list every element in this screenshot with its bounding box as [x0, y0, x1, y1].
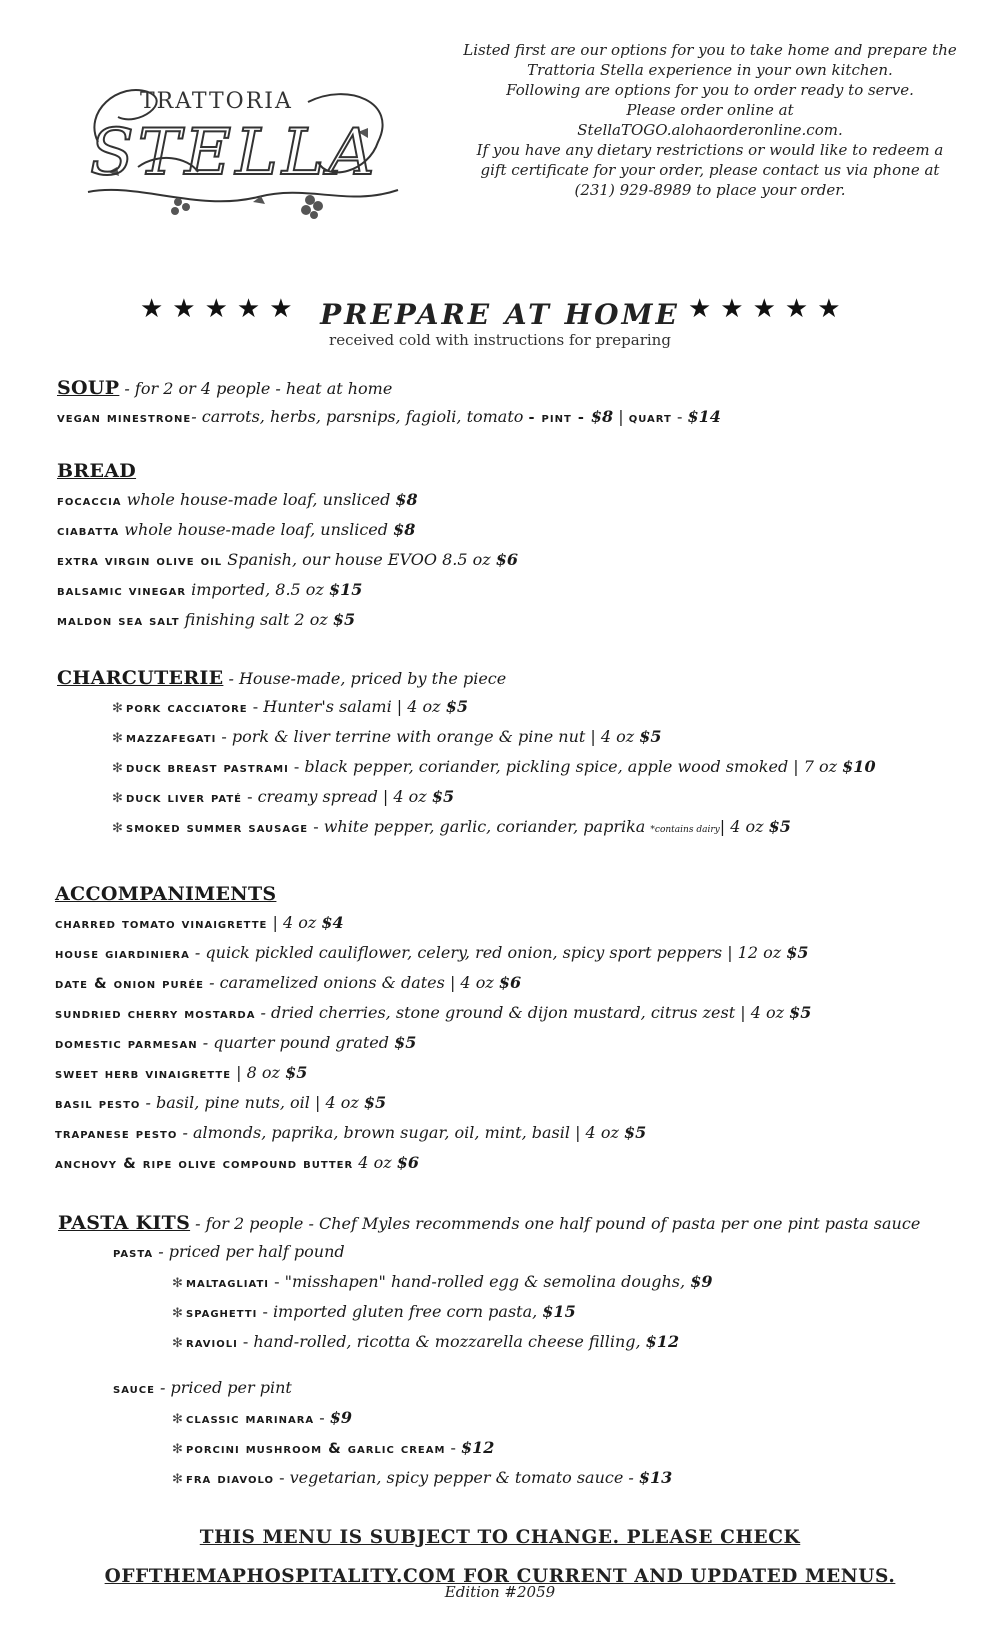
sauce-subheading-row: [113, 1378, 292, 1397]
asterisk-bullet-icon: ✻: [172, 1276, 183, 1291]
intro-text: [450, 40, 970, 200]
item-desc: finishing salt 2 oz: [179, 610, 333, 629]
item-name: balsamic vinegar: [57, 583, 187, 599]
item-price: $13: [638, 1468, 673, 1487]
menu-item-olive-oil: [57, 550, 518, 569]
menu-item-vegan-minestrone: [57, 407, 721, 426]
item-name: sweet herb vinaigrette: [55, 1066, 232, 1082]
size-separator: |: [613, 407, 629, 426]
item-name: maltagliati: [186, 1275, 269, 1291]
item-dash: -: [269, 1272, 285, 1291]
menu-item-basil-pesto: [55, 1093, 386, 1112]
quart-price: $14: [687, 407, 721, 426]
item-name: porcini mushroom & garlic cream: [186, 1441, 446, 1457]
menu-item-anchovy-butter: [55, 1153, 419, 1172]
bread-heading-row: [57, 460, 136, 482]
item-name: basil pesto: [55, 1096, 141, 1112]
item-price: $5: [445, 697, 468, 716]
pasta-kits-heading-row: [58, 1212, 920, 1234]
item-name: classic marinara: [186, 1411, 315, 1427]
item-desc: | 8 oz: [231, 1063, 286, 1082]
item-name: date & onion purée: [55, 976, 204, 992]
item-desc: - quarter pound grated: [197, 1033, 395, 1052]
intro-line: Trattoria Stella experience in your own kitchen.: [527, 61, 893, 79]
item-desc: "misshapen" hand-rolled egg & semolina doughs,: [284, 1272, 691, 1291]
menu-item-pork-cacciatore: [112, 697, 468, 716]
asterisk-bullet-icon: ✻: [112, 761, 123, 776]
quart-label: quart: [628, 410, 672, 426]
item-desc: pork & liver terrine with orange & pine nut | 4 oz: [231, 727, 640, 746]
accompaniments-heading: ACCOMPANIMENTS: [55, 883, 277, 905]
item-size: | 4 oz: [719, 817, 769, 836]
item-name: spaghetti: [186, 1305, 258, 1321]
item-name: duck liver paté: [126, 790, 242, 806]
item-desc: - basil, pine nuts, oil | 4 oz: [140, 1093, 364, 1112]
soup-note: - for 2 or 4 people - heat at home: [119, 379, 393, 398]
item-name: charred tomato vinaigrette: [55, 916, 268, 932]
item-price: $15: [328, 580, 363, 599]
menu-item-balsamic-vinegar: [57, 580, 362, 599]
menu-item-ravioli: [172, 1332, 679, 1351]
item-name: pork cacciatore: [126, 700, 248, 716]
item-price: $12: [645, 1332, 680, 1351]
soup-heading-row: [57, 377, 392, 399]
item-dash: -: [242, 787, 258, 806]
item-price: $9: [690, 1272, 713, 1291]
item-price: $5: [639, 727, 662, 746]
logo-stella-text: STELLA: [90, 116, 379, 190]
item-price: $5: [363, 1093, 387, 1112]
item-desc: imported, 8.5 oz: [186, 580, 329, 599]
item-name: house giardiniera: [55, 946, 190, 962]
item-price: $6: [396, 1153, 419, 1172]
item-desc: white pepper, garlic, coriander, paprika: [323, 817, 651, 836]
intro-line: Following are options for you to order ready to serve.: [506, 81, 914, 99]
menu-item-sweet-herb-vinaigrette: [55, 1063, 307, 1082]
item-price: $5: [768, 817, 791, 836]
contains-dairy-note: *contains dairy: [650, 825, 720, 835]
item-name: trapanese pesto: [55, 1126, 178, 1142]
item-desc: - quick pickled cauliflower, celery, red onion, spicy sport peppers | 12 oz: [189, 943, 787, 962]
asterisk-bullet-icon: ✻: [112, 731, 123, 746]
logo-trattoria-text: TRATTORIA: [140, 89, 293, 114]
item-name: fra diavolo: [186, 1471, 274, 1487]
intro-line: StellaTOGO.alohaorderonline.com.: [577, 121, 843, 139]
menu-item-smoked-summer-sausage: [112, 817, 791, 836]
sauce-label: sauce: [113, 1381, 155, 1397]
item-name: mazzafegati: [126, 730, 217, 746]
asterisk-bullet-icon: ✻: [172, 1306, 183, 1321]
prepare-at-home-subtitle: received cold with instructions for preparing: [329, 331, 671, 349]
asterisk-bullet-icon: ✻: [172, 1472, 183, 1487]
charcuterie-note: - House-made, priced by the piece: [223, 669, 507, 688]
item-dash: -: [308, 817, 324, 836]
pint-label: - pint -: [528, 410, 591, 426]
asterisk-bullet-icon: ✻: [112, 701, 123, 716]
item-price: $5: [431, 787, 455, 806]
item-price: $8: [395, 490, 418, 509]
item-desc: black pepper, coriander, pickling spice, apple wood smoked | 7 oz: [304, 757, 843, 776]
menu-item-charred-tomato-vinaigrette: [55, 913, 344, 932]
item-dash: -: [247, 697, 264, 716]
item-desc: vegetarian, spicy pepper & tomato sauce -: [289, 1468, 639, 1487]
item-desc: Hunter's salami | 4 oz: [263, 697, 446, 716]
item-dash: -: [314, 1408, 330, 1427]
trattoria-stella-logo: [78, 72, 408, 222]
accompaniments-heading-row: [55, 883, 276, 905]
menu-item-focaccia: [57, 490, 418, 509]
item-desc: - carrots, herbs, parsnips, fagioli, tomato: [191, 407, 529, 426]
item-price: $5: [786, 943, 809, 962]
stars-right-icon: ★★★★★: [688, 294, 850, 324]
menu-item-domestic-parmesan: [55, 1033, 416, 1052]
pasta-label: pasta: [113, 1245, 154, 1261]
item-price: $5: [623, 1123, 647, 1142]
menu-item-classic-marinara: [172, 1408, 352, 1427]
menu-item-date-onion-puree: [55, 973, 521, 992]
menu-item-house-giardiniera: [55, 943, 809, 962]
item-desc: whole house-made loaf, unsliced: [121, 490, 396, 509]
menu-item-duck-liver-pate: [112, 787, 454, 806]
pint-price: $8: [590, 407, 614, 426]
item-desc: hand-rolled, ricotta & mozzarella cheese filling,: [253, 1332, 646, 1351]
menu-item-mazzafegati: [112, 727, 662, 746]
item-name: extra virgin olive oil: [57, 553, 223, 569]
menu-item-porcini-mushroom-cream: [172, 1438, 494, 1457]
soup-heading: SOUP: [57, 377, 120, 399]
item-price: $12: [461, 1438, 495, 1457]
item-desc: creamy spread | 4 oz: [257, 787, 432, 806]
item-desc: 4 oz: [353, 1153, 397, 1172]
item-price: $6: [498, 973, 522, 992]
asterisk-bullet-icon: ✻: [172, 1442, 183, 1457]
item-price: $5: [285, 1063, 308, 1082]
quart-dash: -: [671, 407, 688, 426]
item-name: sundried cherry mostarda: [55, 1006, 256, 1022]
item-name: vegan minestrone: [57, 410, 192, 426]
item-desc: - almonds, paprika, brown sugar, oil, mint, basil | 4 oz: [177, 1123, 624, 1142]
item-name: duck breast pastrami: [126, 760, 289, 776]
item-dash: -: [237, 1332, 254, 1351]
item-desc: Spanish, our house EVOO 8.5 oz: [222, 550, 496, 569]
pasta-kits-note: - for 2 people - Chef Myles recommends one half pound of pasta per one pint pasta sauce: [190, 1214, 921, 1233]
item-dash: -: [257, 1302, 273, 1321]
item-price: $5: [789, 1003, 812, 1022]
item-price: $10: [842, 757, 876, 776]
menu-item-duck-breast-pastrami: [112, 757, 876, 776]
menu-item-fra-diavolo: [172, 1468, 672, 1487]
pasta-note: - priced per half pound: [153, 1242, 345, 1261]
item-dash: -: [445, 1438, 462, 1457]
menu-item-spaghetti: [172, 1302, 576, 1321]
item-name: ciabatta: [57, 523, 120, 539]
item-name: anchovy & ripe olive compound butter: [55, 1156, 354, 1172]
item-name: smoked summer sausage: [126, 820, 309, 836]
item-price: $5: [332, 610, 356, 629]
menu-item-maltagliati: [172, 1272, 712, 1291]
menu-item-trapanese-pesto: [55, 1123, 646, 1142]
item-price: $9: [329, 1408, 353, 1427]
item-desc: - dried cherries, stone ground & dijon mustard, citrus zest | 4 oz: [255, 1003, 790, 1022]
asterisk-bullet-icon: ✻: [112, 791, 123, 806]
pasta-kits-heading: PASTA KITS: [58, 1212, 191, 1234]
asterisk-bullet-icon: ✻: [172, 1336, 183, 1351]
item-desc: imported gluten free corn pasta,: [272, 1302, 543, 1321]
item-price: $4: [321, 913, 344, 932]
menu-change-notice: THIS MENU IS SUBJECT TO CHANGE. PLEASE CHECK: [199, 1527, 801, 1548]
item-name: focaccia: [57, 493, 122, 509]
bread-heading: BREAD: [57, 460, 137, 482]
charcuterie-heading-row: [57, 667, 506, 689]
item-dash: -: [288, 757, 305, 776]
edition-number: Edition #2059: [444, 1583, 556, 1601]
intro-line: Listed first are our options for you to take home and prepare the: [463, 41, 957, 59]
item-price: $15: [542, 1302, 576, 1321]
item-dash: -: [216, 727, 232, 746]
item-name: domestic parmesan: [55, 1036, 198, 1052]
item-desc: | 4 oz: [267, 913, 322, 932]
item-price: $5: [394, 1033, 417, 1052]
asterisk-bullet-icon: ✻: [112, 821, 123, 836]
item-desc: - caramelized onions & dates | 4 oz: [203, 973, 499, 992]
intro-line: gift certificate for your order, please contact us via phone at: [480, 161, 940, 179]
item-price: $6: [495, 550, 519, 569]
pasta-subheading-row: [113, 1242, 345, 1261]
menu-item-cherry-mostarda: [55, 1003, 811, 1022]
asterisk-bullet-icon: ✻: [172, 1412, 183, 1427]
item-name: maldon sea salt: [57, 613, 180, 629]
item-desc: whole house-made loaf, unsliced: [119, 520, 394, 539]
intro-line: (231) 929-8989 to place your order.: [574, 181, 846, 199]
intro-line: Please order online at: [626, 101, 794, 119]
intro-line: If you have any dietary restrictions or would like to redeem a: [476, 141, 944, 159]
menu-item-ciabatta: [57, 520, 415, 539]
prepare-at-home-title: PREPARE AT HOME: [320, 298, 680, 331]
charcuterie-heading: CHARCUTERIE: [57, 667, 224, 689]
item-name: ravioli: [186, 1335, 238, 1351]
item-dash: -: [273, 1468, 290, 1487]
website-notice: OFFTHEMAPHOSPITALITY.COM FOR CURRENT AND UPDATED MENUS.: [104, 1566, 896, 1587]
item-price: $8: [393, 520, 416, 539]
menu-item-sea-salt: [57, 610, 355, 629]
stars-left-icon: ★★★★★: [140, 294, 302, 324]
sauce-note: - priced per pint: [154, 1378, 292, 1397]
